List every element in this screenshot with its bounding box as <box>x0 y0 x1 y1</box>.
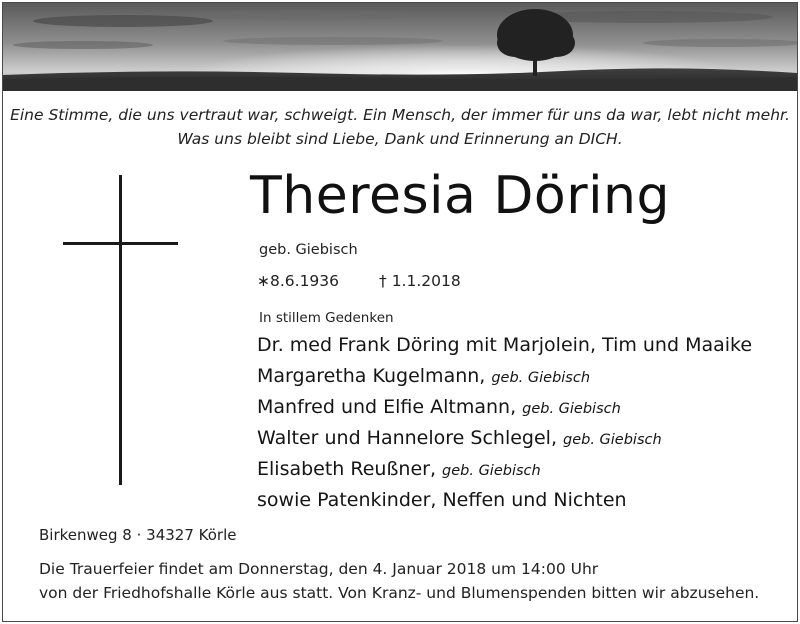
mourner-name: sowie Patenkinder, Neffen und Nichten <box>257 489 627 511</box>
mourner-item <box>257 393 758 424</box>
cross-icon-bar <box>63 242 178 245</box>
mourner-nee: geb. Giebisch <box>522 401 621 417</box>
mourner-name: Dr. med Frank Döring mit Marjolein, Tim und Maaike <box>257 334 753 356</box>
banner-image <box>3 3 797 91</box>
mourner-item <box>257 455 758 486</box>
mourner-name: Elisabeth Reußner, <box>257 458 437 480</box>
mourner-name: Walter und Hannelore Schlegel, <box>257 427 557 449</box>
funeral-line-1: Die Trauerfeier findet am Donnerstag, den 4. Januar 2018 um 14:00 Uhr <box>39 560 599 578</box>
mourner-item <box>257 424 758 455</box>
mourner-nee: geb. Giebisch <box>562 432 662 448</box>
funeral-info <box>39 557 759 605</box>
mourner-item <box>257 362 758 393</box>
memorial-quote <box>0 103 800 151</box>
funeral-line-2: von der Friedhofshalle Körle aus statt. Von Kranz- und Blumenspenden bitten wir abzusehen. <box>39 584 760 602</box>
mourner-nee: geb. Giebisch <box>491 370 591 386</box>
deceased-name: Theresia Döring <box>250 166 671 226</box>
family-address: Birkenweg 8 · 34327 Körle <box>39 526 237 544</box>
mourner-name: Margaretha Kugelmann, <box>257 365 486 387</box>
memory-label: In stillem Gedenken <box>259 310 394 326</box>
cross-icon <box>119 175 122 485</box>
mourner-nee: geb. Giebisch <box>442 463 541 479</box>
mourner-name: Manfred und Elfie Altmann, <box>257 396 517 418</box>
mourners-list <box>257 331 758 517</box>
birth-date: ∗8.6.1936 <box>257 272 340 290</box>
maiden-name: geb. Giebisch <box>259 242 358 258</box>
quote-line-2: Was uns bleibt sind Liebe, Dank und Erinnerung an DICH. <box>177 130 623 148</box>
life-dates <box>257 272 461 290</box>
quote-line-1: Eine Stimme, die uns vertraut war, schweigt. Ein Mensch, der immer für uns da war, lebt nicht mehr. <box>10 106 790 124</box>
mourner-item <box>257 331 758 362</box>
death-date: † 1.1.2018 <box>379 272 461 290</box>
mourner-item <box>257 486 758 517</box>
